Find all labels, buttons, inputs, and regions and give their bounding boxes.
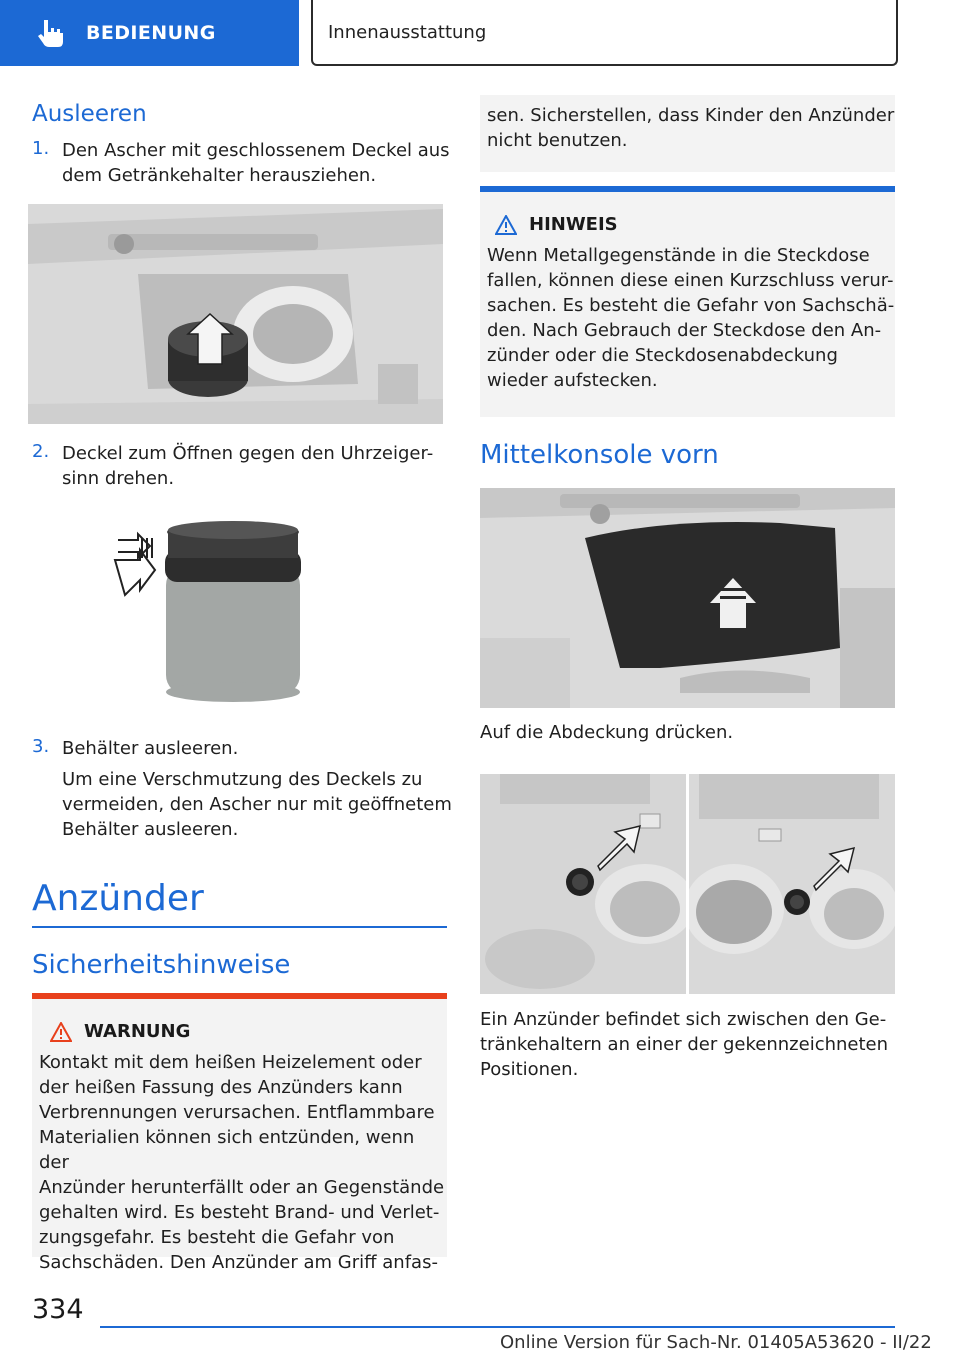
note-title: HINWEIS xyxy=(529,214,618,235)
warning-triangle-icon xyxy=(50,1022,72,1042)
chapter-label: Innenausstattung xyxy=(328,21,487,43)
ashtray-lid-illustration xyxy=(110,520,310,705)
lighter-position-photo-left xyxy=(480,774,686,994)
note-box xyxy=(480,192,895,417)
step-number: 2. xyxy=(32,441,50,462)
sicherheit-heading: Sicherheitshinweise xyxy=(32,950,291,980)
warning-title-row xyxy=(50,1021,190,1042)
footer-rule xyxy=(100,1326,895,1328)
ashtray-cupholder-photo xyxy=(28,204,443,424)
console-cover-photo xyxy=(480,488,895,708)
warning-box xyxy=(32,999,447,1273)
warning-continued-text: sen. Sicherstellen, dass Kinder den Anzünder nicht benutzen. xyxy=(487,105,895,151)
note-title-row xyxy=(495,214,618,235)
section-label: BEDIENUNG xyxy=(86,22,216,44)
hand-icon xyxy=(34,16,68,50)
mittelkonsole-heading: Mittelkonsole vorn xyxy=(480,440,719,470)
step-note: Um eine Verschmutzung des Deckels zu vermeiden, den Ascher nur mit geöffnetem Behälter ausleeren. xyxy=(62,769,452,840)
step-text: Behälter ausleeren. xyxy=(62,738,239,759)
heading-rule xyxy=(32,926,447,928)
page-number: 334 xyxy=(32,1294,84,1325)
step-text: Deckel zum Öffnen gegen den Uhrzeiger- sinn drehen. xyxy=(62,443,434,489)
step-number: 1. xyxy=(32,138,50,159)
anzuender-heading: Anzünder xyxy=(32,878,204,919)
warning-text: Kontakt mit dem heißen Heizelement oder der heißen Fassung des Anzünders kann Verbrennungen verursachen. Entflammbare Materialien können sich entzünden, wenn der Anzünder herunterfällt oder an Gegenstände gehalten wird. Es besteht Brand- und Verlet- zungsgefahr. Es besteht die Gefahr von Sachschäden. Den Anzünder am Griff anfas- xyxy=(39,1052,445,1273)
step-text: Den Ascher mit geschlossenem Deckel aus dem Getränkehalter herausziehen. xyxy=(62,140,450,186)
section-tab xyxy=(0,0,299,66)
caption-lighter-position: Ein Anzünder befindet sich zwischen den Ge- tränkehaltern an einer der gekennzeichneten Positionen. xyxy=(480,1009,889,1080)
note-text: Wenn Metallgegenstände in die Steckdose fallen, können diese einen Kurzschluss verur- sachen. Es besteht die Gefahr von Sachschä- den. Nach Gebrauch der Steckdose den An- zünder oder die Steckdosenabdeckung wieder aufstecken. xyxy=(487,245,895,391)
warning-title: WARNUNG xyxy=(84,1021,191,1042)
footer-online-version: Online Version für Sach-Nr. 01405A53620 - II/22 xyxy=(500,1332,932,1353)
step-number: 3. xyxy=(32,736,50,757)
ausleeren-heading: Ausleeren xyxy=(32,101,147,127)
chapter-tab xyxy=(311,0,898,66)
note-triangle-icon xyxy=(495,215,517,235)
warning-continued-box xyxy=(480,95,895,172)
lighter-position-photo-right xyxy=(689,774,895,994)
caption-cover: Auf die Abdeckung drücken. xyxy=(480,722,734,743)
